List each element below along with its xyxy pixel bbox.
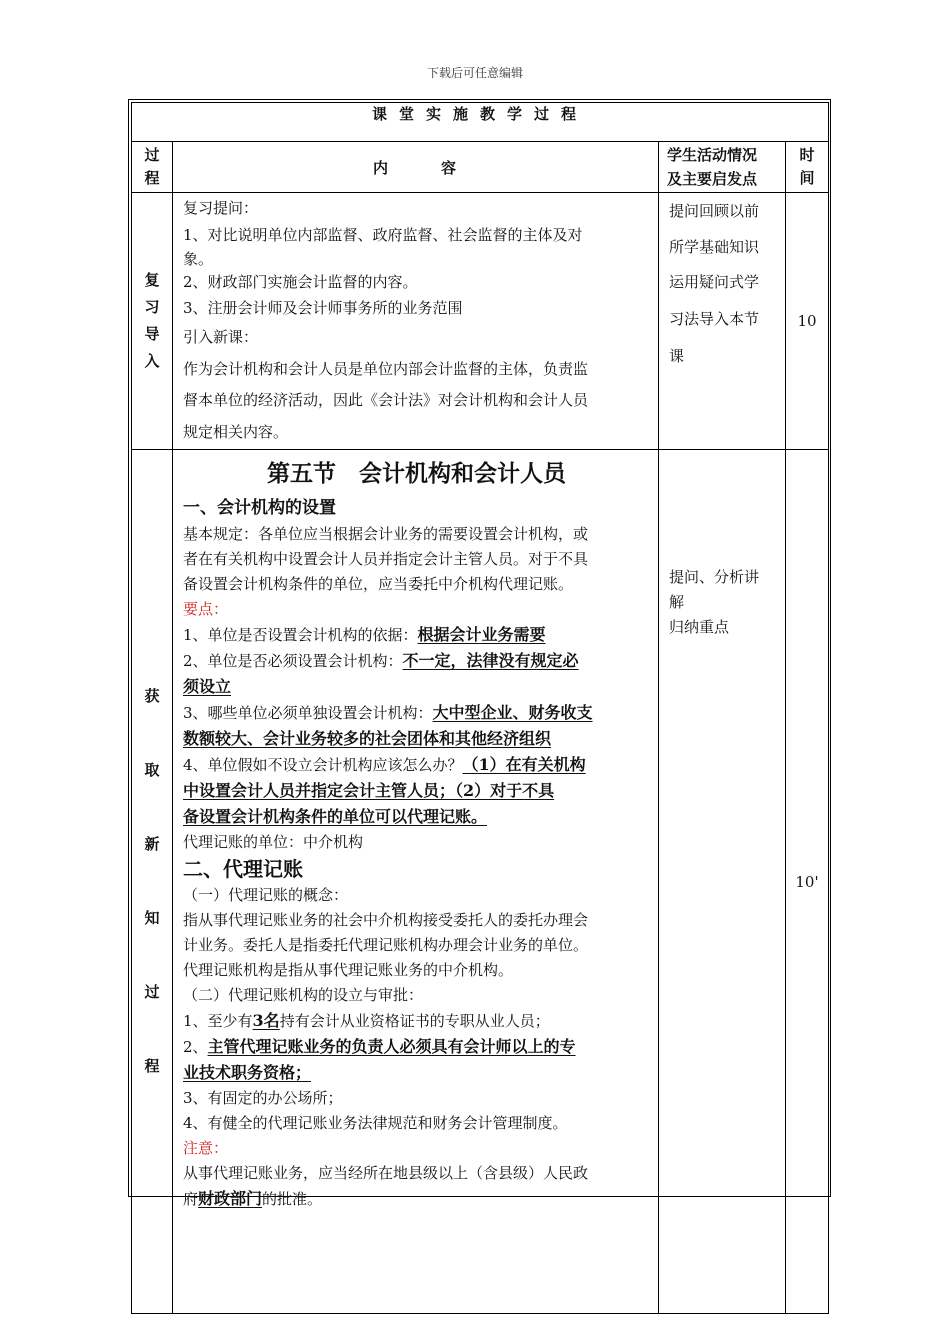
header-time: 时 间 bbox=[786, 142, 829, 193]
page-header-note: 下载后可任意编辑 bbox=[426, 66, 523, 80]
table-title: 课堂实施教学过程 bbox=[132, 103, 829, 142]
requirement-2: 2、主管代理记账业务的负责人必须具有会计师以上的专 bbox=[183, 1037, 576, 1056]
part1-title: 一、会计机构的设置 bbox=[183, 498, 336, 518]
new-process-label: 获 取 新 知 过 程 bbox=[132, 450, 173, 1314]
point-3: 3、哪些单位必须单独设置会计机构：大中型企业、财务收支 bbox=[183, 703, 593, 722]
point-1: 1、单位是否设置会计机构的依据：根据会计业务需要 bbox=[183, 625, 546, 644]
section-title: 第五节 会计机构和会计人员 bbox=[267, 461, 566, 487]
new-knowledge-row bbox=[132, 450, 829, 1314]
table-header-row bbox=[132, 142, 829, 193]
review-content: 复习提问： 1、对比说明单位内部监督、政府监督、社会监督的主体及对 象。 2、财政部门实施会计监督的内容。 3、注册会计师及会计师事务所的业务范围 引入新课： 作为会计机构和会计人员是单位内部会计监督的主体，负责监 督本单位的经济活动，因此《会计法》对会计机构和会计人员 规定相关内容。 bbox=[173, 193, 659, 450]
key-points-label: 要点： bbox=[183, 600, 229, 618]
new-time: 10' bbox=[786, 450, 829, 1314]
new-activity: 提问、分析讲 解 归纳重点 bbox=[659, 450, 786, 1314]
requirement-1: 1、至少有3名持有会计从业资格证书的专职从业人员； bbox=[183, 1011, 550, 1030]
requirement-3: 3、有固定的办公场所； bbox=[183, 1089, 343, 1107]
point-4: 4、单位假如不设立会计机构应该怎么办？（1）在有关机构 bbox=[183, 755, 586, 774]
review-time: 10 bbox=[786, 193, 829, 450]
new-content: 第五节 会计机构和会计人员 一、会计机构的设置 基本规定：各单位应当根据会计业务的需要设置会计机构，或 者在有关机构中设置会计人员并指定会计主管人员。对于不具 备设置会计机构条件的单位，应当委托中介机构代理记账。 要点： 1、单位是否设置会计机构的依据：根据会计业务需要 2、单位是否必须设置会计机构：不一定，法律没有规定必 须设立 3、哪些单位必须单独设置会计机构：大中型企业、财务收支 数额较大、会计业务较多的社会团体和其他经济组织 4、单位假如不设立会计机构应该怎么办？（1）在有关机构 中设置会计人员并指定会计主管人员；（2）对于不具 备设置会计机构条件的单位可以代理记账。 代理记账的单位：中介机构 二、代理记账 （一）代理记账的概念： 指从事代理记账业务的社会中介机构接受委托人的委托办理会 计业务。委托人是指委托代理记账机构办理会计业务的单位。 代理记账机构是指从事代理记账业务的中介机构。 （二）代理记账机构的设立与审批： 1、至少有3名持有会计从业资格证书的专职从业人员； 2、主管代理记账业务的负责人必须具有会计师以上的专 业技术职务资格； 3、有固定的办公场所； 4、有健全的代理记账业务法律规范和财务会计管理制度。 注意： 从事代理记账业务，应当经所在地县级以上（含县级）人民政 府财政部门的批准。 bbox=[173, 450, 659, 1314]
part2-title: 二、代理记账 bbox=[183, 857, 303, 881]
review-process-label: 复 习 导 入 bbox=[132, 193, 173, 450]
table-title-row bbox=[132, 103, 829, 142]
note-label: 注意： bbox=[183, 1139, 229, 1157]
requirement-4: 4、有健全的代理记账业务法律规范和财务会计管理制度。 bbox=[183, 1114, 568, 1132]
agency-unit: 代理记账的单位：中介机构 bbox=[183, 833, 364, 851]
review-activity: 提问回顾以前 所学基础知识 运用疑问式学 习法导入本节 课 bbox=[659, 193, 786, 450]
point-2: 2、单位是否必须设置会计机构：不一定，法律没有规定必 bbox=[183, 651, 579, 670]
header-process: 过 程 bbox=[132, 142, 173, 193]
header-content: 内 容 bbox=[173, 142, 659, 193]
review-row bbox=[132, 193, 829, 450]
header-activity: 学生活动情况 及主要启发点 bbox=[659, 142, 786, 193]
lesson-process-table bbox=[131, 102, 829, 1314]
